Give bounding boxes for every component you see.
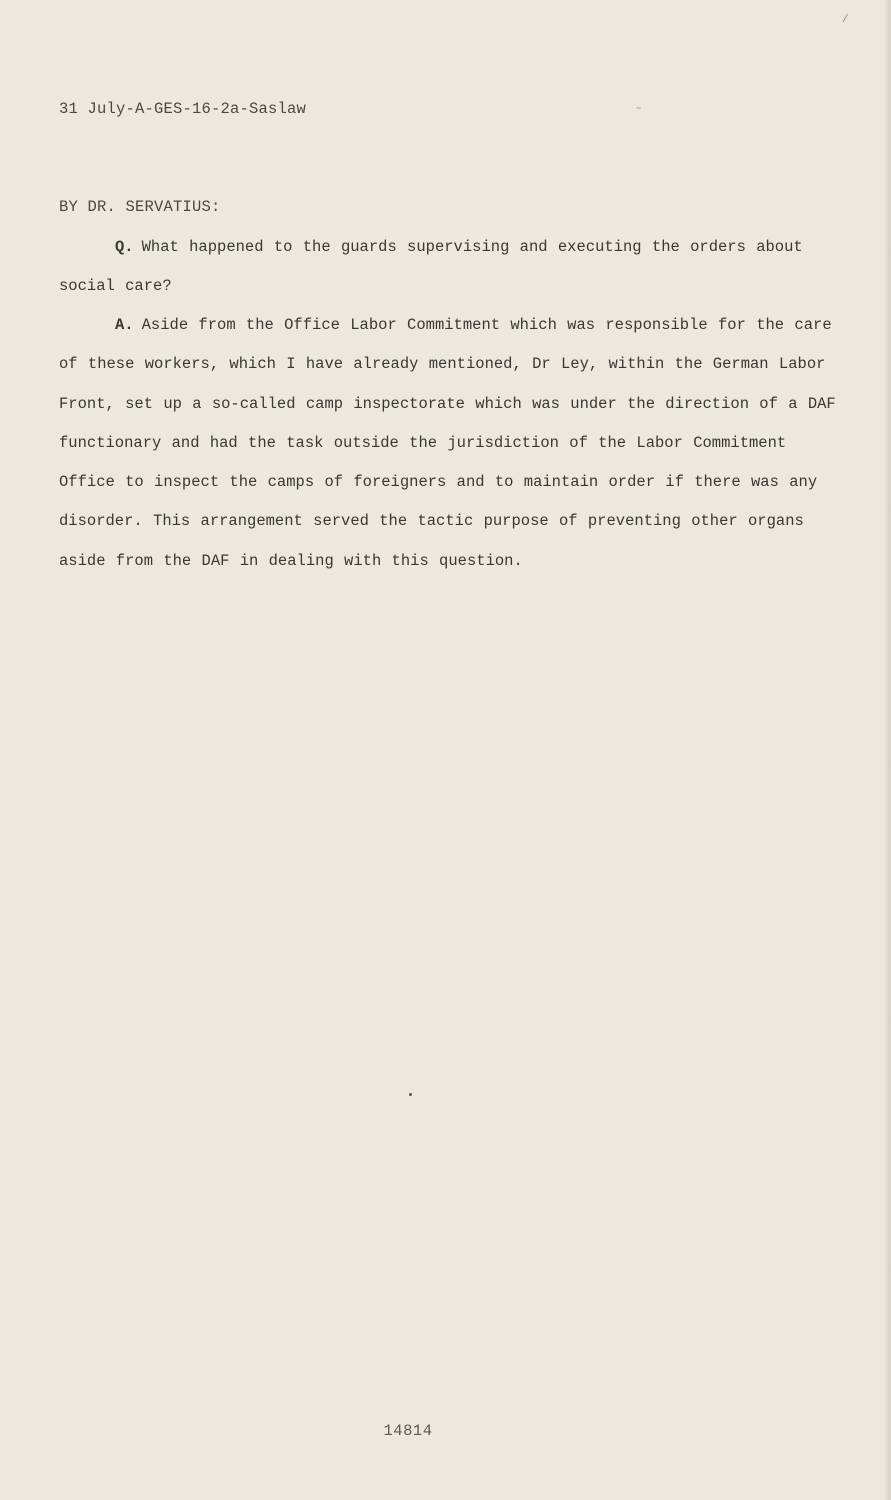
examiner-heading: BY DR. SERVATIUS: xyxy=(59,198,221,216)
answer-label: A. xyxy=(115,316,134,334)
question-text: What happened to the guards supervising and executing the orders about social care? xyxy=(59,238,803,296)
document-header: 31 July-A-GES-16-2a-Saslaw xyxy=(59,100,307,118)
page-number: 14814 xyxy=(383,1422,433,1440)
question-label: Q. xyxy=(115,238,134,256)
page-edge-shadow xyxy=(885,0,891,1500)
stray-mark: ~ xyxy=(636,104,642,114)
answer-paragraph xyxy=(59,306,839,581)
stray-mark: / xyxy=(842,14,849,26)
question-paragraph xyxy=(59,228,839,307)
ink-dot xyxy=(409,1093,412,1096)
answer-text: Aside from the Office Labor Commitment which was responsible for the care of these workers, which I have already mentioned, Dr Ley, within the German Labor Front, set up a so-called camp inspectorate which was under the direction of a DAF functionary and had the task outside the jurisdiction of the Labor Commitment Office to inspect the camps of foreigners and to maintain order if there was any disorder. This arrangement served the tactic purpose of preventing other organs aside from the DAF in dealing with this question. xyxy=(59,316,836,570)
